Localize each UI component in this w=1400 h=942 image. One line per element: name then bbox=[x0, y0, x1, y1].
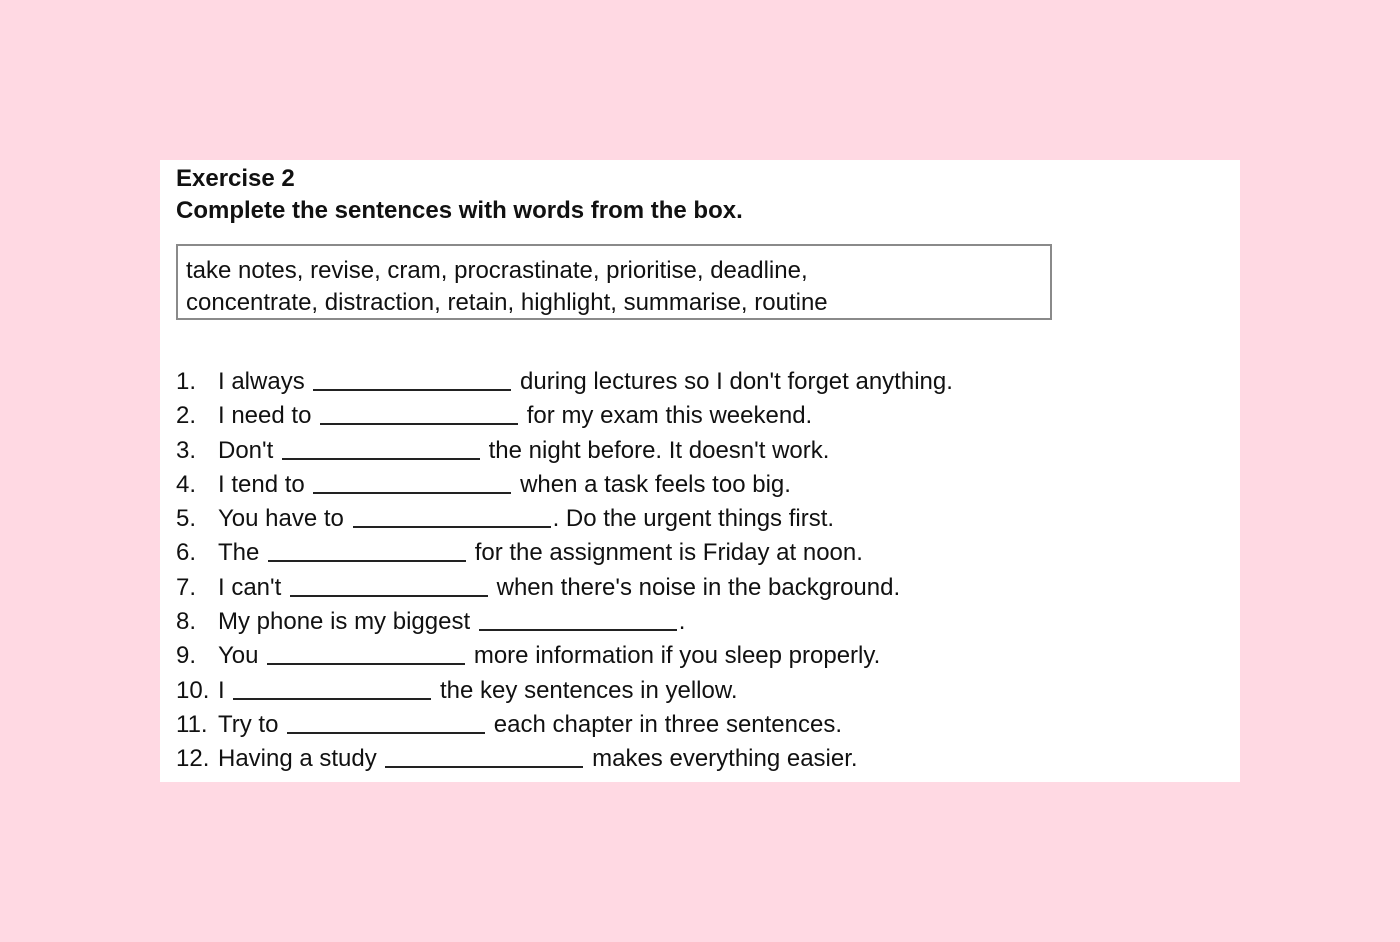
sentence-text-after: for my exam this weekend. bbox=[526, 402, 813, 430]
sentence-item bbox=[176, 399, 953, 433]
exercise-title: Exercise 2 bbox=[176, 165, 295, 192]
sentence-text-after: more information if you sleep properly. bbox=[473, 642, 881, 670]
word-box bbox=[176, 244, 1052, 320]
sentence-text-after: the night before. It doesn't work. bbox=[488, 436, 830, 464]
sentence-number: 9. bbox=[176, 642, 197, 670]
sentence-text-before: I tend to bbox=[218, 470, 305, 498]
answer-blank[interactable] bbox=[267, 639, 465, 665]
answer-blank[interactable] bbox=[385, 742, 583, 768]
sentence-text-after: for the assignment is Friday at noon. bbox=[474, 539, 863, 567]
answer-blank[interactable] bbox=[282, 434, 480, 460]
sentence-text-before: I bbox=[218, 676, 225, 704]
sentence-item bbox=[176, 674, 953, 708]
sentence-text-after: when there's noise in the background. bbox=[496, 573, 901, 601]
sentence-list bbox=[176, 365, 953, 777]
answer-blank[interactable] bbox=[287, 708, 485, 734]
sentence-number: 11. bbox=[176, 710, 208, 738]
sentence-number: 6. bbox=[176, 539, 197, 567]
answer-blank[interactable] bbox=[313, 365, 511, 391]
sentence-item bbox=[176, 434, 953, 468]
sentence-text-before: Having a study bbox=[218, 745, 377, 773]
answer-blank[interactable] bbox=[233, 674, 431, 700]
sentence-item bbox=[176, 605, 953, 639]
sentence-text-after: . bbox=[678, 608, 686, 636]
sentence-number: 8. bbox=[176, 608, 197, 636]
sentence-item bbox=[176, 365, 953, 399]
sentence-text-before: Try to bbox=[218, 710, 279, 738]
word-box-line: concentrate, distraction, retain, highlight, summarise, routine bbox=[186, 289, 828, 316]
sentence-item bbox=[176, 639, 953, 673]
sentence-text-after: makes everything easier. bbox=[592, 745, 858, 773]
worksheet bbox=[160, 160, 1240, 782]
exercise-instruction: Complete the sentences with words from the box. bbox=[176, 197, 743, 224]
sentence-text-after: when a task feels too big. bbox=[520, 470, 791, 498]
sentence-item bbox=[176, 742, 953, 776]
sentence-number: 4. bbox=[176, 470, 197, 498]
sentence-text-before: You bbox=[218, 642, 259, 670]
sentence-text-before: Don't bbox=[218, 436, 274, 464]
sentence-item bbox=[176, 708, 953, 742]
sentence-number: 3. bbox=[176, 436, 197, 464]
sentence-number: 7. bbox=[176, 573, 197, 601]
sentence-text-after: during lectures so I don't forget anything. bbox=[520, 368, 953, 395]
sentence-number: 12. bbox=[176, 745, 210, 773]
sentence-number: 5. bbox=[176, 505, 197, 533]
sentence-number: 1. bbox=[176, 368, 197, 395]
sentence-item bbox=[176, 502, 953, 536]
sentence-text-after: each chapter in three sentences. bbox=[493, 710, 843, 738]
sentence-item bbox=[176, 468, 953, 502]
sentence-number: 10. bbox=[176, 676, 210, 704]
sentence-item bbox=[176, 536, 953, 570]
word-box-line: take notes, revise, cram, procrastinate, prioritise, deadline, bbox=[186, 257, 808, 284]
sentence-text-before: My phone is my biggest bbox=[218, 608, 471, 636]
sentence-text-before: I need to bbox=[218, 402, 312, 430]
sentence-text-before: I always bbox=[218, 368, 305, 395]
sentence-number: 2. bbox=[176, 402, 197, 430]
sentence-text-after: . Do the urgent things first. bbox=[552, 505, 835, 533]
sentence-text-before: You have to bbox=[218, 505, 344, 533]
sentence-item bbox=[176, 571, 953, 605]
sentence-text-before: I can't bbox=[218, 573, 282, 601]
sentence-text-before: The bbox=[218, 539, 260, 567]
answer-blank[interactable] bbox=[290, 571, 488, 597]
answer-blank[interactable] bbox=[268, 536, 466, 562]
answer-blank[interactable] bbox=[353, 502, 551, 528]
answer-blank[interactable] bbox=[320, 399, 518, 425]
answer-blank[interactable] bbox=[479, 605, 677, 631]
sentence-text-after: the key sentences in yellow. bbox=[440, 676, 738, 704]
answer-blank[interactable] bbox=[313, 468, 511, 494]
